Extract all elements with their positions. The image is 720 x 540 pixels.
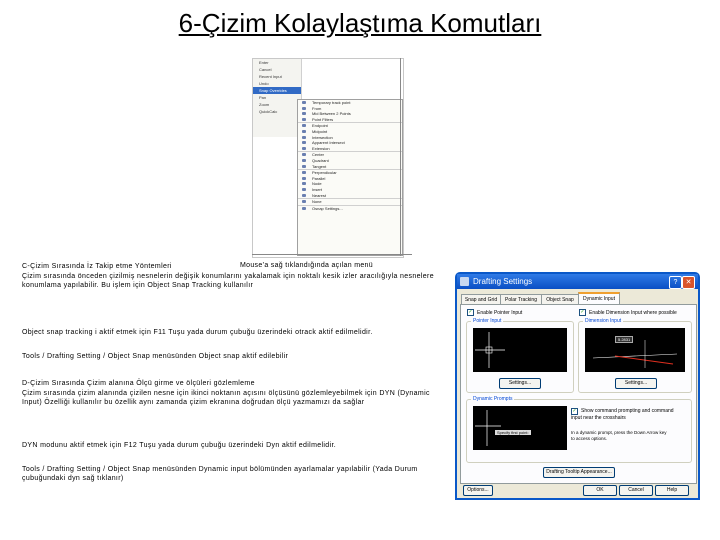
snap-override-item[interactable]: Tangent: [298, 164, 402, 170]
crosshair-icon: [473, 406, 567, 450]
paragraph: DYN modunu aktif etmek için F12 Tuşu yada durum çubuğu üzerindeki Dyn aktif edilmelidir.: [22, 442, 337, 449]
snap-override-item[interactable]: Center: [298, 151, 402, 158]
snap-override-item[interactable]: Nearest: [298, 193, 402, 199]
snap-override-item[interactable]: Node: [298, 181, 402, 187]
snap-override-item[interactable]: Mid Between 2 Points: [298, 111, 402, 117]
paragraph: Çizim sırasında önceden çizilmiş nesnelerin değişik konumlarını yakalamak için noktalı kesik izler aracılığıyla nesnelere konumlama yapılabilir. Bu işlem için Object Snap Tracking kullanılır: [22, 273, 434, 289]
checkbox-checked-icon: ✓: [572, 408, 577, 414]
tab-snap-and-grid[interactable]: Snap and Grid: [461, 294, 501, 305]
section-d-body: [22, 389, 452, 407]
otrack-note: [22, 328, 452, 337]
snap-override-item[interactable]: From: [298, 106, 402, 112]
snap-override-item[interactable]: Temporary track point: [298, 100, 402, 106]
section-c-body: [22, 272, 452, 290]
snap-override-item[interactable]: None: [298, 198, 402, 205]
group-label: Dynamic Prompts: [473, 396, 513, 402]
snap-override-item[interactable]: Quadrant: [298, 158, 402, 164]
context-menu-item[interactable]: Undo: [259, 81, 269, 86]
dialog-titlebar: [457, 274, 698, 289]
tab-dynamic-input[interactable]: Dynamic Input: [578, 292, 620, 306]
checkbox-checked-icon: ✓: [580, 309, 585, 315]
enable-dimension-input-checkbox[interactable]: [579, 309, 677, 317]
dynamic-prompt-note: In a dynamic prompt, press the Down Arrow key to access options.: [571, 430, 667, 441]
paragraph: Object snap tracking i aktif etmek için F11 Tuşu yada durum çubuğu üzerindeki otrack aktif edilmelidir.: [22, 329, 373, 336]
drafting-tooltip-appearance-button[interactable]: Drafting Tooltip Appearance...: [543, 467, 615, 478]
snap-override-item[interactable]: Extension: [298, 146, 402, 152]
context-menu-item[interactable]: Snap Overrides: [253, 87, 301, 94]
checkbox-checked-icon: ✓: [468, 309, 473, 315]
close-icon[interactable]: ✕: [682, 276, 695, 289]
dimension-input-group: [578, 318, 692, 393]
dynamic-prompts-group: [466, 396, 692, 463]
cancel-button[interactable]: Cancel: [619, 485, 653, 496]
paragraph: C-Çizim Sırasında İz Takip etme Yöntemleri: [22, 263, 172, 270]
context-menu-item[interactable]: Enter: [259, 60, 269, 65]
paragraph: D-Çizim Sırasında Çizim alanına Ölçü girme ve ölçüleri gözlemleme: [22, 380, 255, 387]
checkbox-label: Show command prompting and command input near the crosshairs: [571, 408, 674, 421]
snap-override-item[interactable]: Point Filters: [298, 117, 402, 123]
checkbox-label: Enable Dimension Input where possible: [589, 309, 677, 316]
dynamic-input-panel: [460, 304, 697, 484]
menu-caption: Mouse’a sağ tıklandığında açılan menü: [240, 262, 373, 269]
dimension-settings-button[interactable]: Settings...: [615, 378, 657, 389]
prompt-preview-text: Specify first point:: [497, 430, 529, 435]
context-menu-item[interactable]: Cancel: [259, 67, 272, 72]
dyn-note: [22, 441, 452, 450]
context-menu-screenshot: [252, 58, 404, 258]
tab-object-snap[interactable]: Object Snap: [541, 294, 579, 305]
pointer-settings-button[interactable]: Settings...: [499, 378, 541, 389]
page-title: 6-Çizim Kolaylaştıma Komutları: [178, 8, 542, 38]
group-label: Dimension Input: [585, 318, 622, 324]
checkbox-label: Enable Pointer Input: [477, 309, 523, 316]
drafting-settings-dialog: [455, 272, 700, 500]
dialog-title: Drafting Settings: [473, 277, 533, 286]
help-title-button[interactable]: ?: [669, 276, 682, 289]
dynamic-input-note: [22, 465, 452, 483]
pointer-input-preview: [473, 328, 567, 372]
app-icon: [460, 277, 469, 286]
paragraph: Tools / Drafting Setting / Object Snap menüsünden Object snap aktif edilebilir: [22, 353, 289, 360]
enable-pointer-input-checkbox[interactable]: [467, 309, 522, 317]
snap-override-item[interactable]: Perpendicular: [298, 169, 402, 176]
dialog-footer: [457, 480, 698, 498]
section-d-heading: [22, 379, 452, 388]
context-menu-main: [253, 59, 302, 137]
tab-polar-tracking[interactable]: Polar Tracking: [500, 294, 542, 305]
snap-override-item[interactable]: Insert: [298, 187, 402, 193]
context-menu-item[interactable]: Recent Input: [259, 74, 282, 79]
snap-overrides-submenu: [297, 99, 403, 256]
snap-override-item[interactable]: Osnap Settings...: [298, 205, 402, 212]
group-label: Pointer Input: [473, 318, 502, 324]
help-button[interactable]: Help: [655, 485, 689, 496]
snap-override-item[interactable]: Endpoint: [298, 122, 402, 129]
options-button[interactable]: Options...: [463, 485, 493, 496]
snap-override-item[interactable]: Parallel: [298, 176, 402, 182]
context-menu-item[interactable]: QuickCalc: [259, 109, 278, 114]
dimension-value: 5.2831: [615, 336, 633, 343]
dialog-tabs: [457, 292, 698, 304]
crosshair-icon: [473, 328, 567, 372]
section-c-heading: [22, 262, 452, 271]
context-menu-item[interactable]: Pan: [259, 95, 267, 100]
dimension-input-preview: [585, 328, 685, 372]
dimension-line-icon: [585, 328, 685, 372]
paragraph: Tools / Drafting Setting / Object Snap menüsünden Dynamic input bölümünden ayarlamalar yapılabilir (Yada Durum çubuğundaki dyn sağ tıklanır): [22, 466, 418, 482]
context-menu-item[interactable]: Zoom: [259, 102, 270, 107]
snap-override-item[interactable]: Apparent Intersect: [298, 140, 402, 146]
snap-override-item[interactable]: Midpoint: [298, 129, 402, 135]
show-prompts-checkbox[interactable]: [571, 408, 683, 422]
screenshot-edge: [400, 58, 401, 256]
snap-override-item[interactable]: Intersection: [298, 135, 402, 141]
pointer-input-group: [466, 318, 574, 393]
paragraph: Çizim sırasında çizim alanında çizilen nesne için ikinci noktanın açısını ölçüsünü gözlemleyebilmek için DYN (Dynamic Input) Özelliği kullanılır bu özellik aynı zamanda çizim ekranına doğrudan ölçü yazmamızı da sağlar: [22, 390, 430, 406]
osnap-menu-note: [22, 352, 452, 361]
ok-button[interactable]: OK: [583, 485, 617, 496]
dynamic-prompts-preview: [473, 406, 567, 450]
screenshot-edge-bottom: [252, 254, 412, 255]
